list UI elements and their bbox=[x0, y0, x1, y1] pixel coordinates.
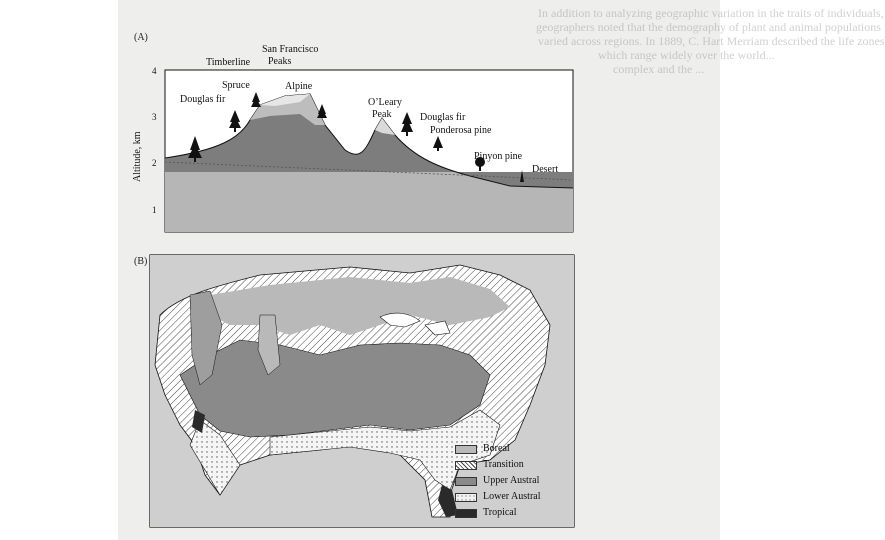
background-text-line: In addition to analyzing geographic variation in the traits of individuals, bbox=[538, 6, 884, 20]
background-text-line: which range widely over the world... bbox=[598, 48, 775, 62]
y-tick: 3 bbox=[152, 112, 157, 122]
legend-swatch bbox=[455, 509, 477, 518]
y-tick: 2 bbox=[152, 158, 157, 168]
y-tick: 1 bbox=[152, 205, 157, 215]
legend-label: Lower Austral bbox=[483, 491, 541, 502]
zone-label-pinyon: Pinyon pine bbox=[474, 151, 523, 162]
zone-label-douglas-fir: Douglas fir bbox=[420, 112, 466, 123]
legend-label: Boreal bbox=[483, 443, 510, 454]
legend-swatch bbox=[455, 477, 477, 486]
background-text-line: geographers noted that the demography of plant and animal populations bbox=[536, 20, 881, 34]
panel-b-label: (B) bbox=[134, 256, 148, 267]
legend-swatch bbox=[455, 493, 477, 502]
background-text-line: complex and the ... bbox=[613, 62, 705, 76]
zone-label-spruce: Spruce bbox=[222, 80, 250, 91]
peak-label: O’Leary bbox=[368, 97, 402, 108]
legend-label: Transition bbox=[483, 459, 524, 470]
legend-label: Tropical bbox=[483, 507, 517, 518]
peak-label: Peak bbox=[372, 109, 392, 120]
upper-austral-zone bbox=[180, 340, 490, 437]
zone-label-alpine: Alpine bbox=[285, 81, 313, 92]
legend-swatch bbox=[455, 461, 477, 470]
panel-a-label: (A) bbox=[134, 32, 148, 43]
elevation-profile bbox=[150, 40, 580, 240]
y-tick: 4 bbox=[152, 66, 157, 76]
map-legend bbox=[455, 444, 565, 524]
legend-swatch bbox=[455, 445, 477, 454]
zone-label-douglas-fir: Douglas fir bbox=[180, 94, 226, 105]
zone-label-timberline: Timberline bbox=[206, 57, 251, 68]
zone-label-ponderosa: Ponderosa pine bbox=[430, 125, 492, 136]
peak-label: Peaks bbox=[268, 56, 292, 67]
background-text-line: varied across regions. In 1889, C. Hart Merriam described the life zones bbox=[538, 34, 885, 48]
legend-label: Upper Austral bbox=[483, 475, 540, 486]
zone-label-desert: Desert bbox=[532, 164, 559, 175]
y-axis-label: Altitude, km bbox=[132, 131, 143, 182]
peak-label: San Francisco bbox=[262, 44, 319, 55]
